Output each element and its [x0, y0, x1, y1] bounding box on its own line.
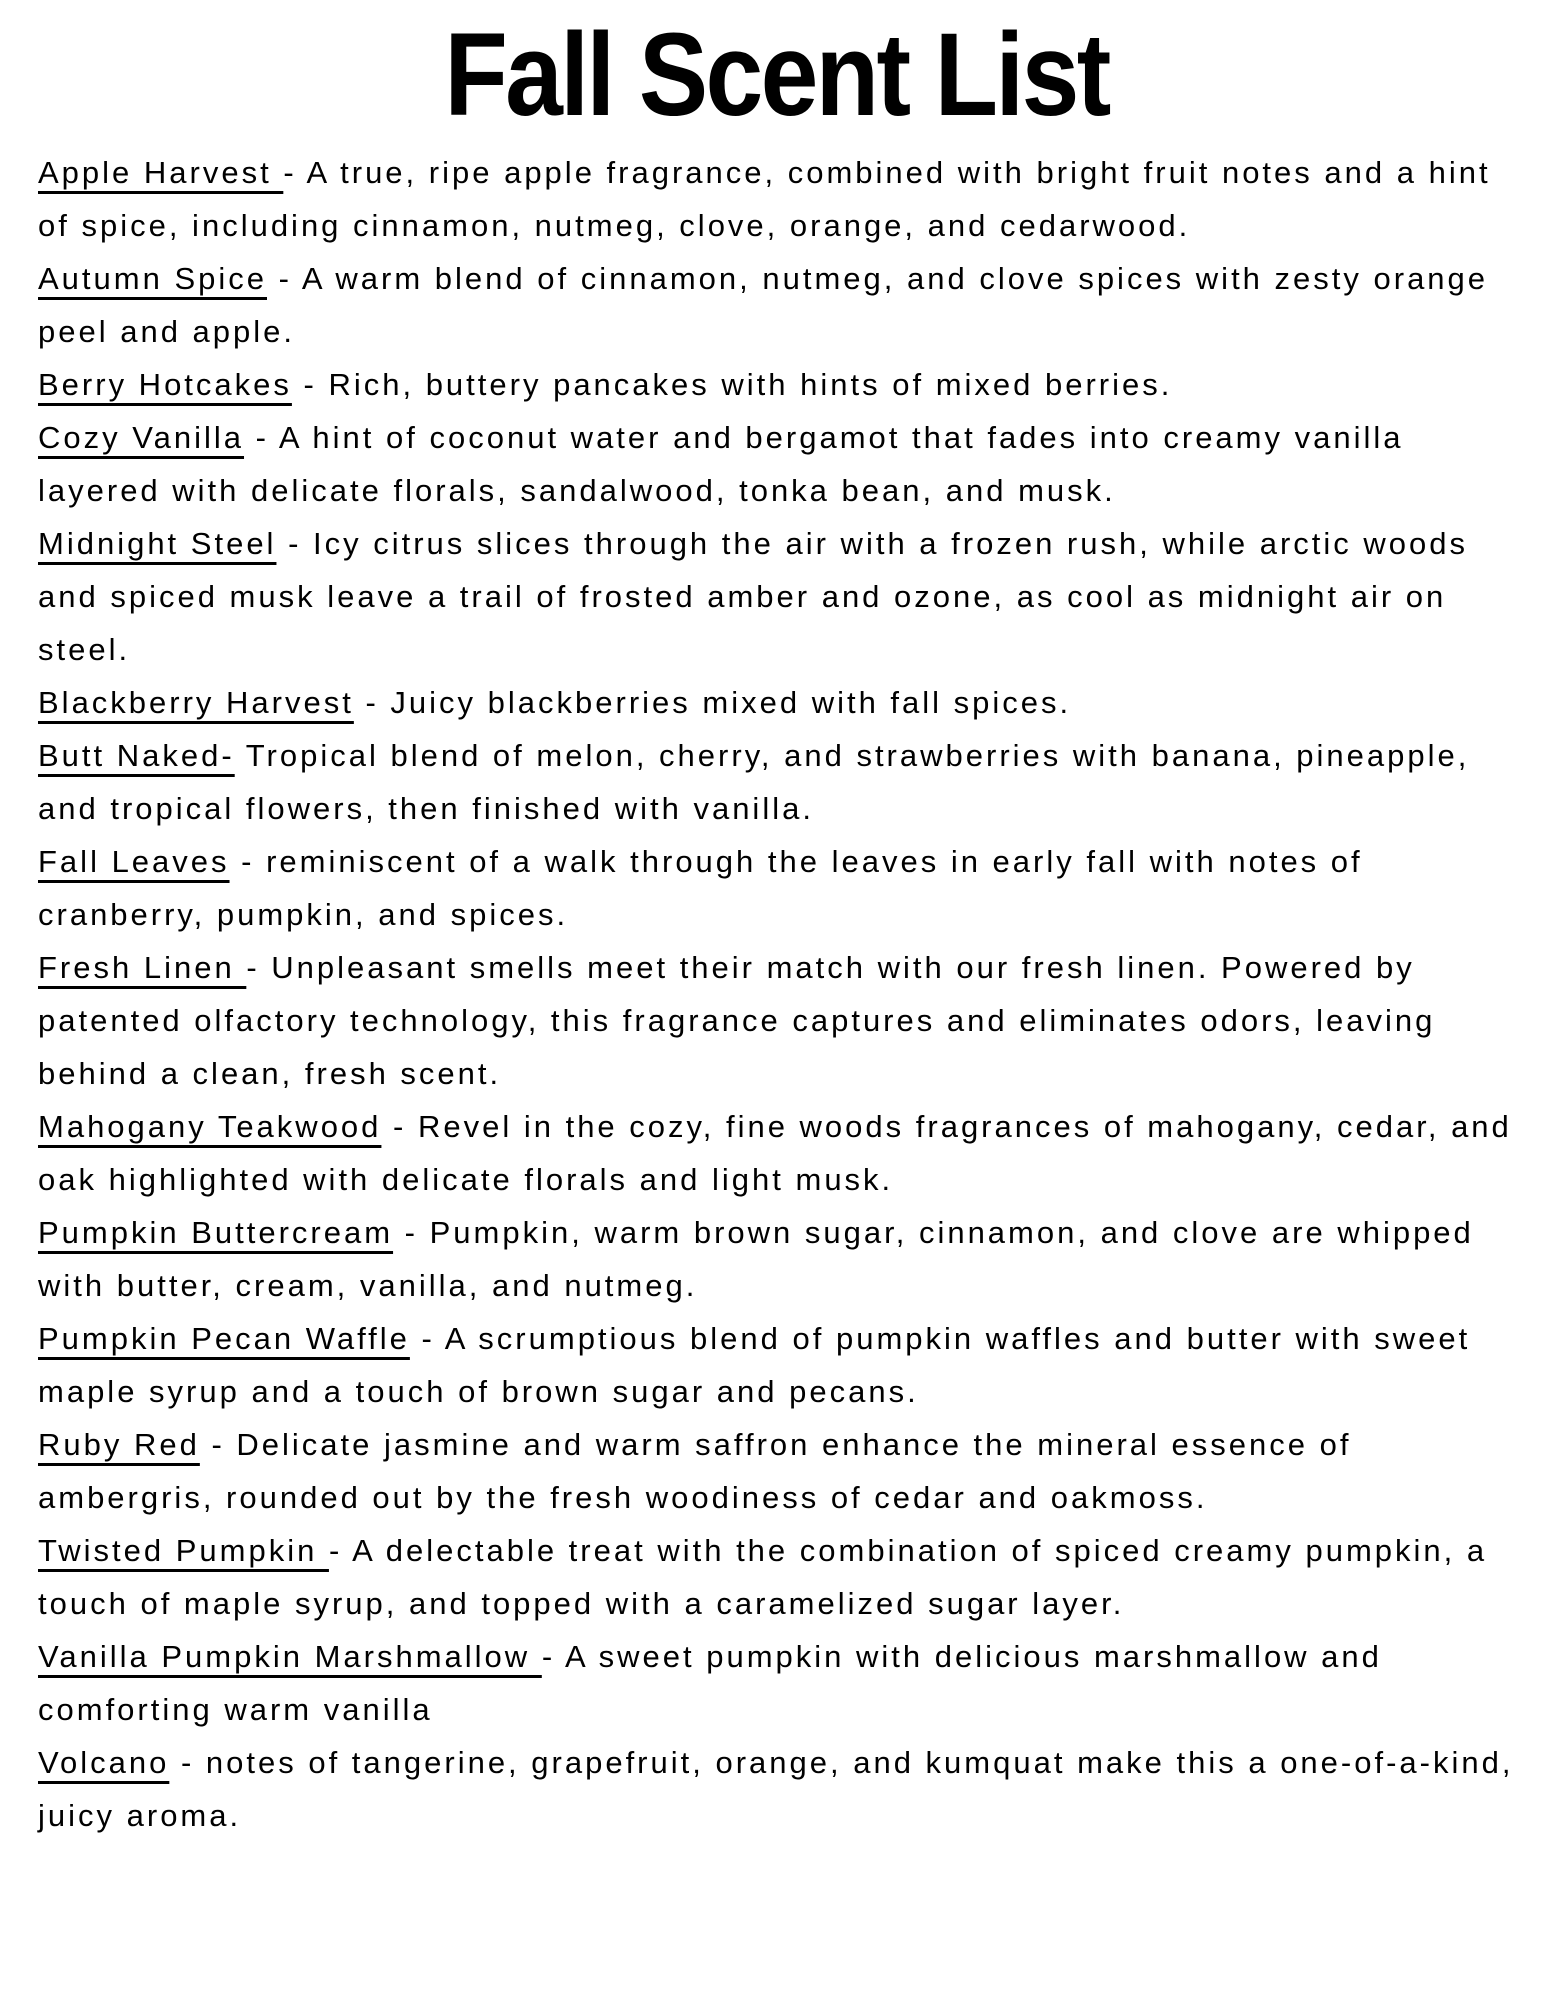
scent-list — [38, 146, 1515, 1842]
scent-description: - Juicy blackberries mixed with fall spices. — [353, 685, 1072, 720]
scent-description: - Unpleasant smells meet their match with our fresh linen. Powered by patented olfactory technology, this fragrance captures and eliminates odors, leaving behind a clean, fresh scent. — [38, 950, 1436, 1091]
scent-description: - Rich, buttery pancakes with hints of mixed berries. — [291, 367, 1173, 402]
scent-name: Mahogany Teakwood — [38, 1109, 382, 1144]
scent-entry — [38, 358, 1515, 411]
scent-name: Pumpkin Buttercream — [38, 1215, 394, 1250]
scent-name: Ruby Red — [38, 1427, 200, 1462]
scent-entry — [38, 411, 1515, 517]
scent-entry — [38, 835, 1515, 941]
scent-entry — [38, 676, 1515, 729]
scent-description: - A warm blend of cinnamon, nutmeg, and clove spices with zesty orange peel and apple. — [38, 261, 1489, 349]
scent-entry — [38, 1100, 1515, 1206]
scent-name: Cozy Vanilla — [38, 420, 245, 455]
page-title: Fall Scent List — [444, 9, 1109, 141]
scent-name: Berry Hotcakes — [38, 367, 292, 402]
scent-name: Pumpkin Pecan Waffle — [38, 1321, 410, 1356]
scent-name: Midnight Steel — [38, 526, 277, 561]
scent-description: Tropical blend of melon, cherry, and strawberries with banana, pineapple, and tropical flowers, then finished with vanilla. — [38, 738, 1470, 826]
scent-entry — [38, 1630, 1515, 1736]
scent-entry — [38, 1206, 1515, 1312]
scent-name: Autumn Spice — [38, 261, 267, 296]
scent-entry — [38, 1312, 1515, 1418]
scent-description: - Delicate jasmine and warm saffron enhance the mineral essence of ambergris, rounded out by the fresh woodiness of cedar and oakmoss. — [38, 1427, 1352, 1515]
scent-description: - A true, ripe apple fragrance, combined with bright fruit notes and a hint of spice, including cinnamon, nutmeg, clove, orange, and cedarwood. — [38, 155, 1491, 243]
scent-description: - Pumpkin, warm brown sugar, cinnamon, and clove are whipped with butter, cream, vanilla, and nutmeg. — [38, 1215, 1474, 1303]
scent-name: Vanilla Pumpkin Marshmallow — [38, 1639, 542, 1674]
scent-name: Fall Leaves — [38, 844, 230, 879]
scent-name: Butt Naked- — [38, 738, 235, 773]
scent-entry — [38, 146, 1515, 252]
scent-name: Apple Harvest — [38, 155, 284, 190]
scent-description: - A scrumptious blend of pumpkin waffles and butter with sweet maple syrup and a touch of brown sugar and pecans. — [38, 1321, 1471, 1409]
scent-entry — [38, 1418, 1515, 1524]
scent-description: - A delectable treat with the combination of spiced creamy pumpkin, a touch of maple syrup, and topped with a caramelized sugar layer. — [38, 1533, 1488, 1621]
scent-entry — [38, 941, 1515, 1100]
scent-description: - notes of tangerine, grapefruit, orange, and kumquat make this a one-of-a-kind, juicy aroma. — [38, 1745, 1514, 1833]
scent-entry — [38, 517, 1515, 676]
scent-name: Blackberry Harvest — [38, 685, 354, 720]
scent-entry — [38, 729, 1515, 835]
scent-description: - A hint of coconut water and bergamot that fades into creamy vanilla layered with delicate florals, sandalwood, tonka bean, and musk. — [38, 420, 1404, 508]
scent-name: Volcano — [38, 1745, 170, 1780]
scent-description: - A sweet pumpkin with delicious marshmallow and comforting warm vanilla — [38, 1639, 1382, 1727]
scent-name: Fresh Linen — [38, 950, 247, 985]
scent-name: Twisted Pumpkin — [38, 1533, 329, 1568]
scent-entry — [38, 252, 1515, 358]
scent-description: - Icy citrus slices through the air with a frozen rush, while arctic woods and spiced musk leave a trail of frosted amber and ozone, as cool as midnight air on steel. — [38, 526, 1468, 667]
scent-entry — [38, 1736, 1515, 1842]
scent-description: - reminiscent of a walk through the leaves in early fall with notes of cranberry, pumpkin, and spices. — [38, 844, 1363, 932]
scent-description: - Revel in the cozy, fine woods fragrances of mahogany, cedar, and oak highlighted with delicate florals and light musk. — [38, 1109, 1512, 1197]
scent-entry — [38, 1524, 1515, 1630]
